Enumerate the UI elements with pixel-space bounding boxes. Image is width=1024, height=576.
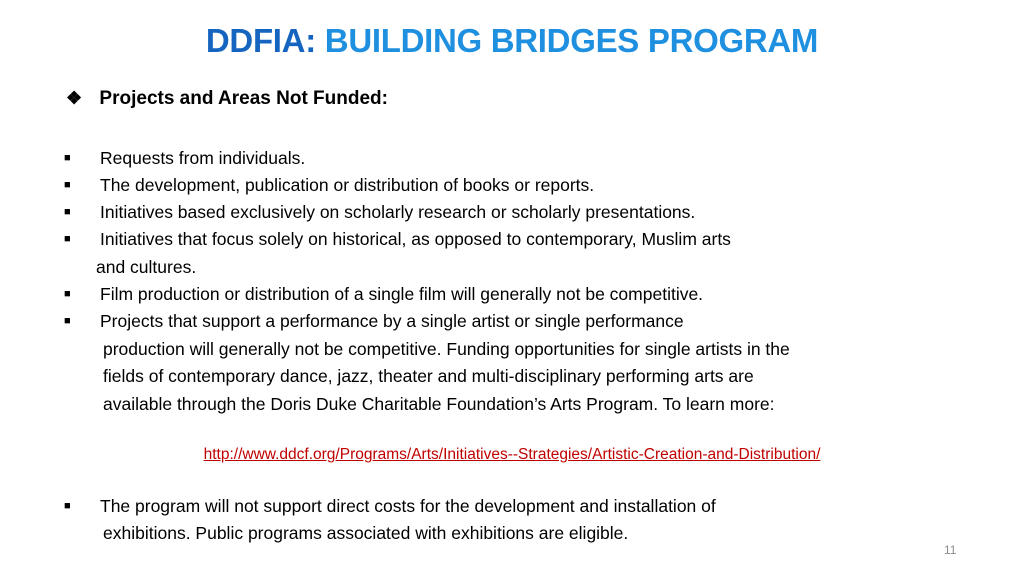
list-item-historical: Initiatives that focus solely on historical, as opposed to contemporary, Muslim arts bbox=[100, 229, 731, 249]
title-prefix: DDFIA: bbox=[205, 22, 316, 59]
list-item-books: The development, publication or distribution of books or reports. bbox=[100, 175, 595, 195]
section-heading-text: Projects and Areas Not Funded: bbox=[99, 88, 388, 109]
ddcf-arts-link[interactable]: http://www.ddcf.org/Programs/Arts/Initiatives--Strategies/Artistic-Creation-and-Distribution/ bbox=[203, 446, 821, 463]
list-item-historical-cont: and cultures. bbox=[96, 257, 197, 277]
list-item-exhibitions-cont: exhibitions. Public programs associated with exhibitions are eligible. bbox=[103, 523, 629, 543]
slide-title bbox=[0, 22, 1024, 60]
list-item-scholarly: Initiatives based exclusively on scholarly research or scholarly presentations. bbox=[100, 202, 696, 222]
list-item-performance-cont-3: available through the Doris Duke Charitable Foundation’s Arts Program. To learn more: bbox=[103, 394, 775, 414]
list-item-performance-cont-1: production will generally not be competitive. Funding opportunities for single artists in the bbox=[103, 339, 790, 359]
list-item-performance-cont-2: fields of contemporary dance, jazz, theater and multi-disciplinary performing arts are bbox=[103, 366, 754, 386]
list-item-performance: Projects that support a performance by a single artist or single performance bbox=[100, 311, 684, 331]
page-number: 11 bbox=[944, 543, 957, 557]
bullet-icon: ■ bbox=[64, 206, 71, 218]
bullet-icon: ■ bbox=[64, 315, 71, 327]
section-heading bbox=[66, 88, 388, 110]
bullet-icon: ■ bbox=[64, 233, 71, 245]
list-item-film: Film production or distribution of a single film will generally not be competitive. bbox=[100, 284, 704, 304]
title-main: BUILDING BRIDGES PROGRAM bbox=[324, 22, 819, 59]
bullet-icon: ■ bbox=[64, 152, 71, 164]
list-item-individuals: Requests from individuals. bbox=[100, 148, 306, 168]
bullet-icon: ■ bbox=[64, 179, 71, 191]
diamond-bullet-icon: ❖ bbox=[66, 88, 83, 108]
bullet-icon: ■ bbox=[64, 288, 71, 300]
bullet-icon: ■ bbox=[64, 500, 71, 512]
list-item-exhibitions: The program will not support direct costs for the development and installation of bbox=[100, 496, 716, 516]
